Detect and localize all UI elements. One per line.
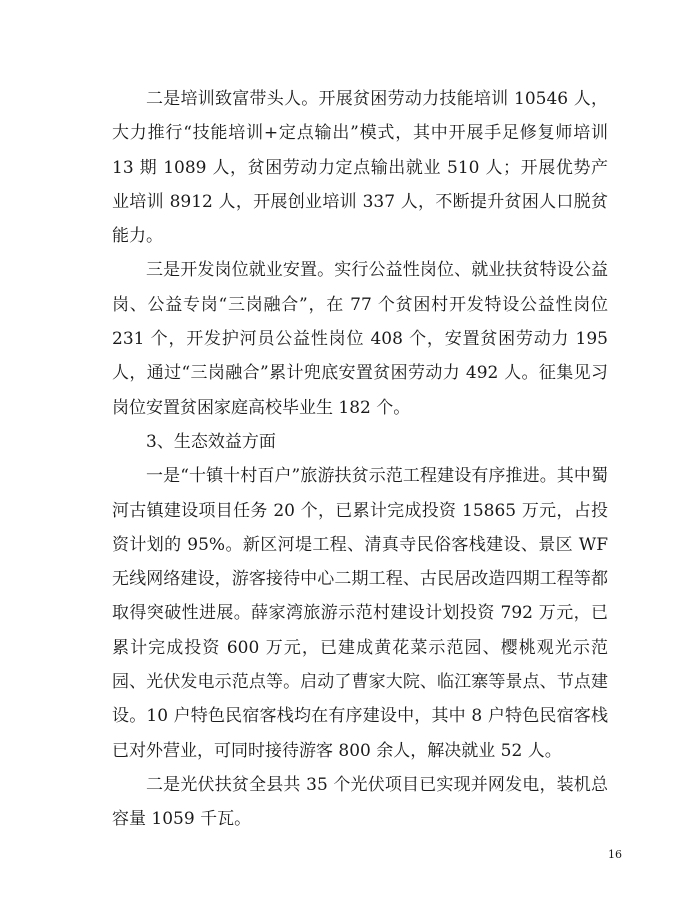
paragraph-job-placement: 三是开发岗位就业安置。实行公益性岗位、就业扶贫特设公益岗、公益专岗“三岗融合”，在 77 个贫困村开发特设公益性岗位 231 个，开发护河员公益性岗位 408 个，安置贫困劳动力 195 人，通过“三岗融合”累计兜底安置贫困劳动力 492 人。征集见习岗位安置贫困家庭高校毕业生 182 个。 (112, 260, 608, 418)
paragraph-tourism-project: 一是“十镇十村百户”旅游扶贫示范工程建设有序推进。其中蜀河古镇建设项目任务 20 个，已累计完成投资 15865 万元，占投资计划的 95%。新区河堤工程、清真寺民俗客栈建设、景区 WF 无线网络建设，游客接待中心二期工程、古民居改造四期工程等都取得突破性进展。薛家湾旅游示范村建设计划投资 792 万元，已累计完成投资 600 万元，已建成黄花菜示范园、樱桃观光示范园、光伏发电示范点等。启动了曹家大院、临江寨等景点、节点建设。10 户特色民宿客栈均在有序建设中，其中 8 户特色民宿客栈已对外营业，可同时接待游客 800 余人，解决就业 52 人。 (112, 466, 608, 761)
paragraph-training-leaders: 二是培训致富带头人。开展贫困劳动力技能培训 10546 人，大力推行“技能培训+定点输出”模式，其中开展手足修复师培训 13 期 1089 人，贫困劳动力定点输出就业 510 人；开展优势产业培训 8912 人，开展创业培训 337 人，不断提升贫困人口脱贫能力。 (112, 89, 608, 247)
section-heading: 3、生态效益方面 (146, 431, 276, 452)
paragraph-photovoltaic: 二是光伏扶贫全县共 35 个光伏项目已实现并网发电，装机总容量 1059 千瓦。 (112, 774, 608, 830)
page-number: 16 (608, 848, 622, 861)
body-text (112, 82, 608, 837)
